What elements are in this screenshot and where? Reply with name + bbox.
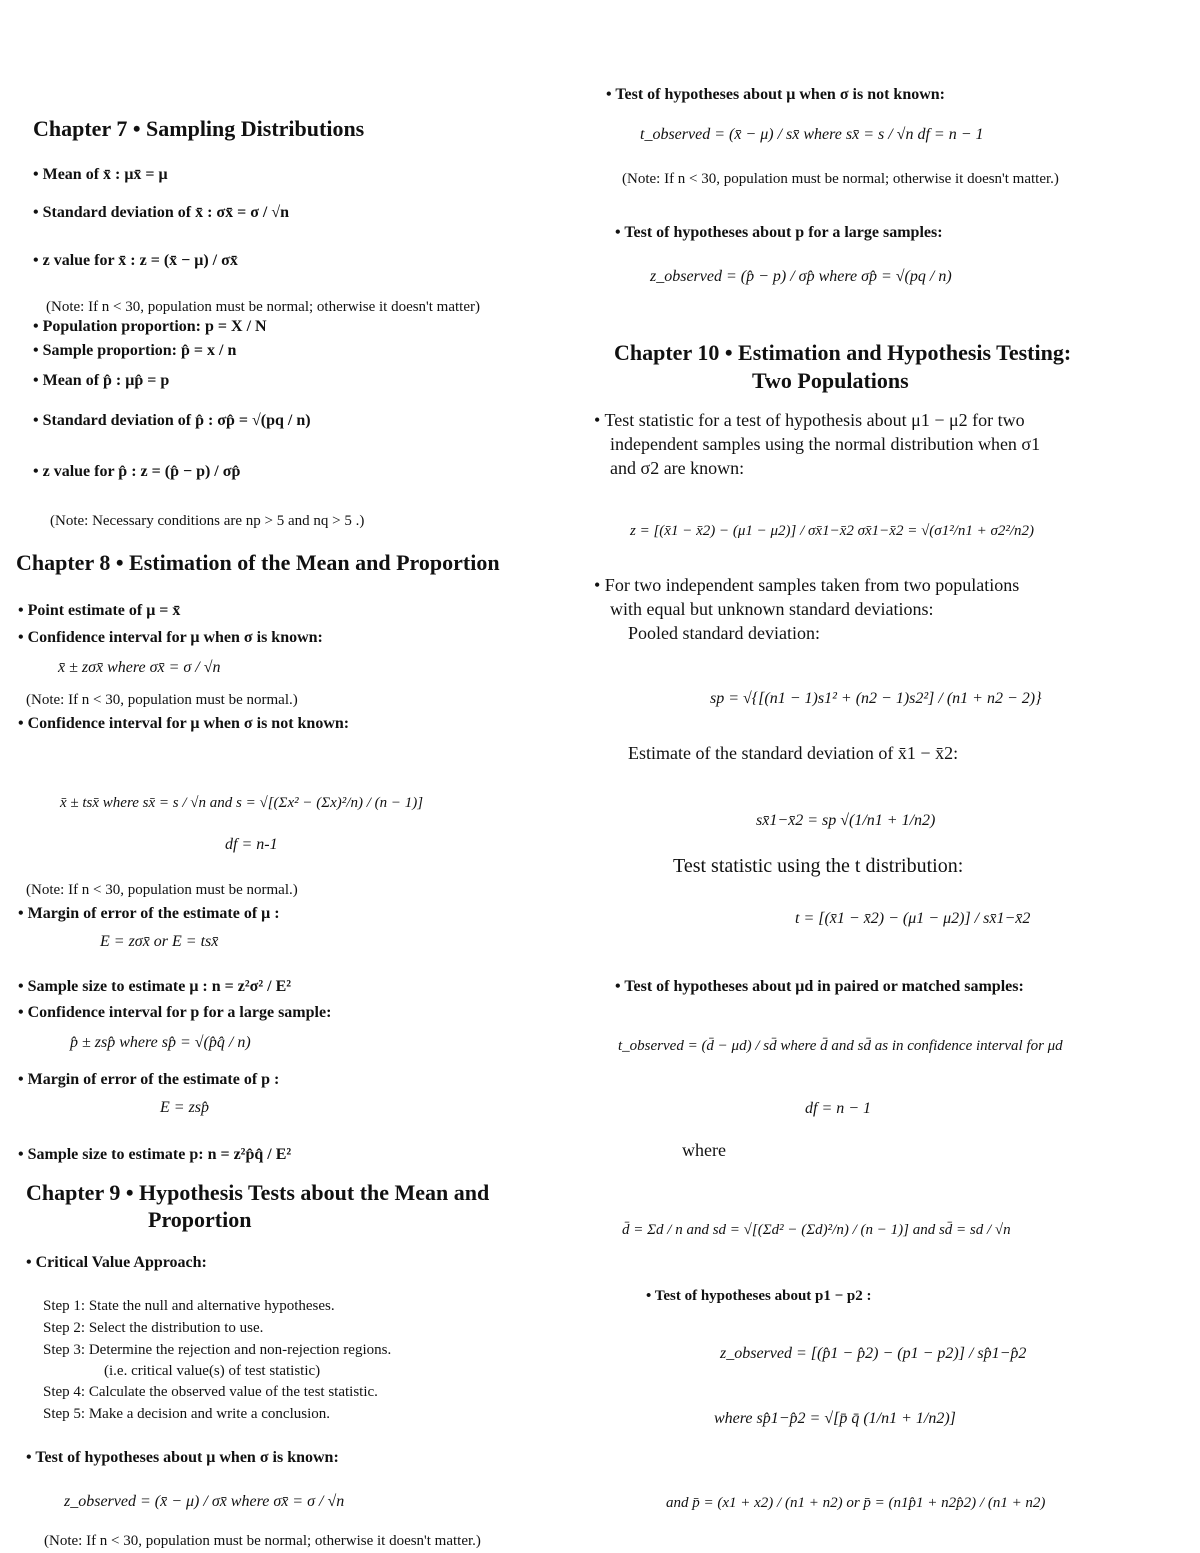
- ch8-point-estimate: • Point estimate of μ = x̄: [18, 602, 181, 619]
- ch8-margin-p: • Margin of error of the estimate of p :: [18, 1071, 280, 1088]
- ch10-paired-df: df = n − 1: [805, 1100, 872, 1117]
- ch8-ci-p: • Confidence interval for p for a large sample:: [18, 1004, 332, 1021]
- ch8-margin-p-formula: E = zsp̂: [160, 1099, 210, 1116]
- ch7-item-pop-prop: • Population proportion: p = X / N: [33, 318, 267, 335]
- ch9-p-head: • Test of hypotheses about p for a large samples:: [615, 224, 943, 241]
- chapter-9-title-line2: Proportion: [148, 1207, 252, 1232]
- ch9-critical-value: • Critical Value Approach:: [26, 1254, 207, 1271]
- chapter-9-title-line1: Chapter 9 • Hypothesis Tests about the Mean and: [26, 1180, 490, 1205]
- ch10-t-label: Test statistic using the t distribution:: [673, 855, 964, 877]
- ch8-ci-known-formula: x̄ ± zσx̄ where σx̄ = σ / √n: [58, 659, 221, 676]
- ch9-step-3-detail: (i.e. critical value(s) of test statistic): [104, 1363, 321, 1379]
- ch10-sx-formula: sx̄1−x̄2 = sp √(1/n1 + 1/n2): [756, 812, 936, 829]
- ch8-ci-unknown: • Confidence interval for μ when σ is not known:: [18, 715, 350, 732]
- ch9-known-formula: z_observed = (x̄ − μ) / σx̄ where σx̄ = σ / √n: [64, 1493, 345, 1510]
- ch10-paired-head: • Test of hypotheses about μd in paired or matched samples:: [615, 978, 1024, 995]
- chapter-8-title: Chapter 8 • Estimation of the Mean and Proportion: [16, 550, 500, 575]
- ch8-margin-mu: • Margin of error of the estimate of μ :: [18, 905, 280, 922]
- ch10-estimate-label: Estimate of the standard deviation of x̄1 − x̄2:: [628, 743, 959, 763]
- chapter-7-title: Chapter 7 • Sampling Distributions: [33, 116, 365, 141]
- ch9-unknown-formula: t_observed = (x̄ − μ) / sx̄ where sx̄ = s / √n df = n − 1: [640, 126, 984, 143]
- ch9-unknown-note: (Note: If n < 30, population must be normal; otherwise it doesn't matter.): [622, 171, 1059, 187]
- ch10-where: where: [682, 1140, 726, 1160]
- ch10-p12-head: • Test of hypotheses about p1 − p2 :: [646, 1288, 872, 1304]
- ch8-ci-unknown-formula: x̄ ± tsx̄ where sx̄ = s / √n and s = √[(Σx² − (Σx)²/n) / (n − 1)]: [60, 795, 424, 811]
- ch10-z-formula: z = [(x̄1 − x̄2) − (μ1 − μ2)] / σx̄1−x̄2 σx̄1−x̄2 = √(σ1²/n1 + σ2²/n2): [630, 523, 1035, 539]
- ch7-item-z: • z value for x̄ : z = (x̄ − μ) / σx̄: [33, 252, 238, 269]
- ch10-para1-line3: and σ2 are known:: [610, 458, 745, 478]
- ch8-sample-size-mu: • Sample size to estimate μ : n = z²σ² / E²: [18, 978, 292, 995]
- ch7-item-sd-p: • Standard deviation of p̂ : σp̂ = √(pq / n): [33, 412, 311, 429]
- ch7-note-1: (Note: If n < 30, population must be normal; otherwise it doesn't matter): [46, 299, 480, 315]
- ch9-known-note: (Note: If n < 30, population must be normal; otherwise it doesn't matter.): [44, 1533, 481, 1549]
- chapter-10-title-line2: Two Populations: [752, 368, 909, 393]
- ch9-step-1: Step 1: State the null and alternative hypotheses.: [43, 1298, 335, 1314]
- ch8-note-1: (Note: If n < 30, population must be normal.): [26, 692, 298, 708]
- ch8-ci-known: • Confidence interval for μ when σ is known:: [18, 629, 323, 646]
- ch10-para2-line2: with equal but unknown standard deviations:: [610, 599, 934, 619]
- ch9-step-4: Step 4: Calculate the observed value of the test statistic.: [43, 1384, 378, 1400]
- ch10-paired-formula: t_observed = (d̄ − μd) / sd̄ where d̄ and sd̄ as in confidence interval for μd: [618, 1038, 1063, 1054]
- ch10-dbar-formula: d̄ = Σd / n and sd = √[(Σd² − (Σd)²/n) / (n − 1)] and sd̄ = sd / √n: [622, 1222, 1011, 1238]
- ch10-pooled-label: Pooled standard deviation:: [628, 623, 820, 643]
- ch8-sample-size-p: • Sample size to estimate p: n = z²p̂q̂ / E²: [18, 1146, 292, 1163]
- ch9-step-2: Step 2: Select the distribution to use.: [43, 1320, 264, 1336]
- ch10-p12-where: where sp̂1−p̂2 = √[p̄ q̄ (1/n1 + 1/n2)]: [714, 1410, 956, 1427]
- ch10-sp-formula: sp = √{[(n1 − 1)s1² + (n2 − 1)s2²] / (n1 + n2 − 2)}: [710, 690, 1042, 707]
- ch10-para2-line1: • For two independent samples taken from two populations: [594, 575, 1020, 595]
- ch8-margin-mu-formula: E = zσx̄ or E = tsx̄: [100, 933, 219, 950]
- ch10-pbar-formula: and p̄ = (x1 + x2) / (n1 + n2) or p̄ = (n1p̂1 + n2p̂2) / (n1 + n2): [666, 1495, 1046, 1511]
- ch8-ci-p-formula: p̂ ± zsp̂ where sp̂ = √(p̂q̂ / n): [70, 1034, 251, 1051]
- ch10-para1-line1: • Test statistic for a test of hypothesis about μ1 − μ2 for two: [594, 410, 1025, 430]
- ch9-known-head: • Test of hypotheses about μ when σ is known:: [26, 1449, 339, 1466]
- ch9-step-5: Step 5: Make a decision and write a conclusion.: [43, 1406, 331, 1422]
- ch10-t-formula: t = [(x̄1 − x̄2) − (μ1 − μ2)] / sx̄1−x̄2: [795, 910, 1031, 927]
- ch9-unknown-head: • Test of hypotheses about μ when σ is not known:: [606, 86, 946, 103]
- ch7-item-sample-prop: • Sample proportion: p̂ = x / n: [33, 342, 237, 359]
- ch8-note-2: (Note: If n < 30, population must be normal.): [26, 882, 298, 898]
- ch9-step-3: Step 3: Determine the rejection and non-rejection regions.: [43, 1342, 392, 1358]
- ch7-item-sd: • Standard deviation of x̄ : σx̄ = σ / √n: [33, 204, 290, 221]
- ch9-p-formula: z_observed = (p̂ − p) / σp̂ where σp̂ = √(pq / n): [650, 268, 952, 285]
- ch7-item-mean-p: • Mean of p̂ : μp̂ = p: [33, 372, 170, 389]
- ch8-df: df = n-1: [225, 836, 278, 853]
- chapter-10-title-line1: Chapter 10 • Estimation and Hypothesis Testing:: [614, 340, 1072, 365]
- ch7-item-mean: • Mean of x̄ : μx̄ = μ: [33, 166, 168, 183]
- ch10-p12-formula: z_observed = [(p̂1 − p̂2) − (p1 − p2)] / sp̂1−p̂2: [720, 1345, 1027, 1362]
- ch7-item-z-p: • z value for p̂ : z = (p̂ − p) / σp̂: [33, 463, 241, 480]
- ch7-note-2: (Note: Necessary conditions are np > 5 and nq > 5 .): [50, 513, 365, 529]
- ch10-para1-line2: independent samples using the normal distribution when σ1: [610, 434, 1041, 454]
